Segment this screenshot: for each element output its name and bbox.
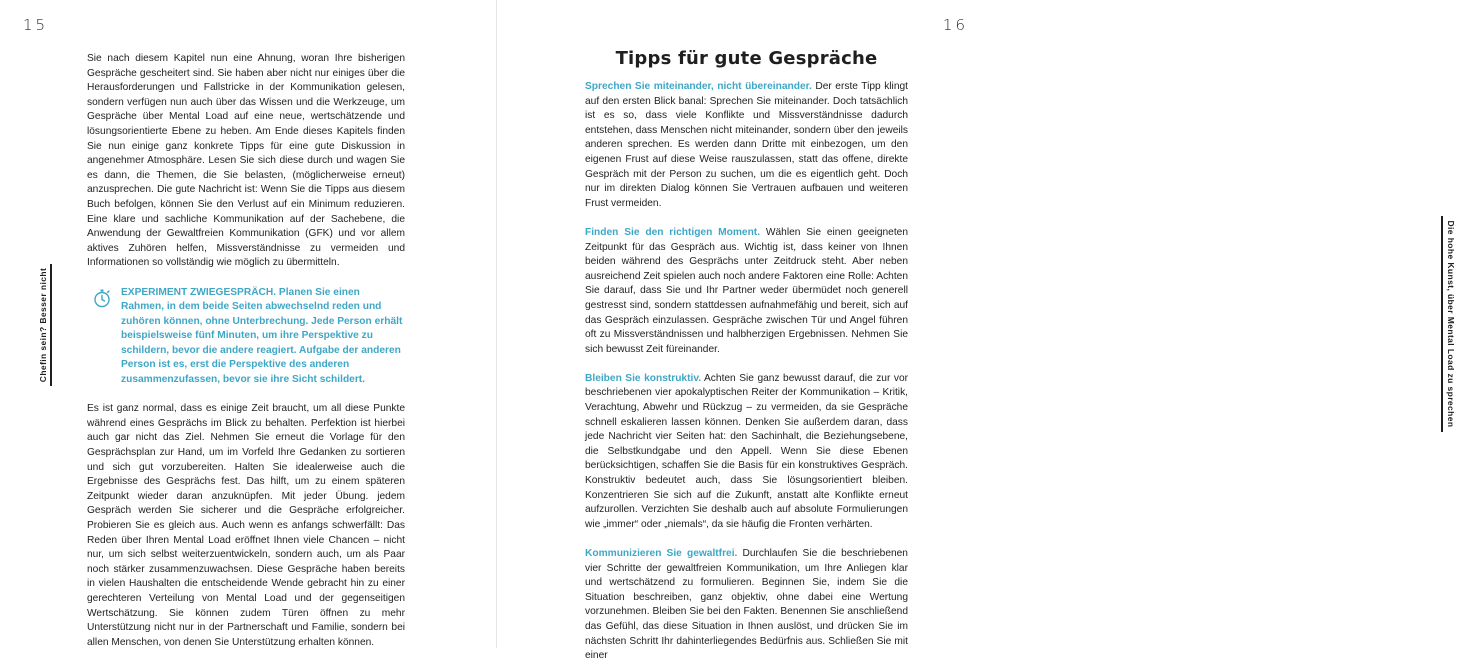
chapter-tab-bar: [50, 264, 52, 386]
left-body-column: [87, 52, 405, 650]
tip-paragraph: [585, 547, 908, 664]
experiment-heading: EXPERIMENT ZWIEGESPRÄCH.: [121, 286, 279, 298]
chapter-tab-right: [1441, 216, 1461, 432]
left-page: [0, 0, 497, 648]
tip-lead: Bleiben Sie konstruktiv.: [585, 372, 702, 384]
tip-paragraph: [585, 372, 908, 533]
body-paragraph: Es ist ganz normal, dass es einige Zeit braucht, um all diese Punkte während eines Gesprächs im Blick zu behalten. Perfektion ist hierbei auch gar nicht das Ziel. Nehmen Sie erneut die Vorlage für den Gesprächsplan zur Hand, um im Vorfeld Ihre Gedanken zu sortieren und sich gut vorzubereiten. Halten Sie idealerweise auch die Ergebnisse des Gesprächs fest. Das hilft, um zu einem späteren Zeitpunkt wieder daran anzuknüpfen. Mit jeder Übung. jedem Gespräch werden Sie sicherer und die Gespräche erfolgreicher. Probieren Sie es gleich aus. Auch wenn es anfangs schwerfällt: Das Reden über Ihren Mental Load eröffnet Ihnen viele Chancen – nicht nur, um sich selbst weiterzuentwickeln, sondern auch, um als Paar noch stärker zusammenzuwachsen. Diese Gespräche haben bereits in vielen Haushalten die entscheidende Wende gebracht hin zu einer gerechteren Verteilung von Mental Load und der gegenseitigen Wertschätzung. Sie können zudem Türen öffnen zu mehr Unterstützung nicht nur in der Partnerschaft und Familie, sondern bei allen Menschen, von denen Sie Unterstützung erhalten können.: [87, 403, 405, 648]
experiment-box: [87, 286, 405, 388]
tip-lead: Sprechen Sie miteinander, nicht übereinander.: [585, 81, 812, 92]
tip-text: Wählen Sie einen geeigneten Zeitpunkt für das Gespräch aus. Wichtig ist, dass keiner von Ihnen beiden während des Gesprächs unter Zeitdruck steht. Aber neben ausreichend Zeit spielen auch noch andere Faktoren eine Rolle: Achten Sie darauf, dass Sie und Ihr Partner weder übermüdet noch generell gestresst sind, sondern stattdessen aufnahmefähig und bereit, sich auf das Gespräch einzulassen. Gespräche zwischen Tür und Angel führen oft zu Missverständnissen und halbherzigen Ergebnissen. Nehmen Sie sich bewusst Zeit füreinander.: [585, 226, 909, 355]
page-number-right: 16: [942, 16, 968, 34]
section-title: Tipps für gute Gespräche: [615, 48, 878, 69]
right-body-column: [585, 80, 908, 664]
tip-paragraph: [585, 226, 908, 357]
chapter-tab-label: Chefin sein? Besser nicht: [38, 267, 48, 383]
tip-text: Durchlaufen Sie die beschriebenen vier Schritte der gewaltfreien Kommunikation, um Ihre Anliegen klar und wertschätzend zu formulieren. Beginnen Sie, indem Sie die Situation beschreiben, ganz objektiv, ohne dabei eine Wertung vorzunehmen. Bleiben Sie bei den Fakten. Benennen Sie anschließend das Gefühl, das diese Situation in Ihnen auslöst, und drücken Sie im nächsten Schritt Ihr dahinterliegendes Bedürfnis aus. Schließen Sie mit einer: [585, 548, 908, 662]
body-paragraph: Sie nach diesem Kapitel nun eine Ahnung, woran Ihre bisherigen Gespräche gescheitert sind. Sie haben aber nicht nur einiges über die Herausforderungen und Fallstricke in der Kommunikation gelesen, sondern verfügen nun auch über das Wissen und die Werkzeuge, um Gespräche über Mental Load auf eine neue, wertschätzende und lösungsorientierte Ebene zu heben. Am Ende dieses Kapitels finden Sie nun einige ganz konkrete Tipps für eine gute Diskussion in angenehmer Atmosphäre. Lesen Sie sich diese durch und wagen Sie es dann, die Themen, die Sie belasten, (möglicherweise erneut) anzusprechen. Die gute Nachricht ist: Wenn Sie die Tipps aus diesem Buch befolgen, können Sie den Verlust auf ein Minimum reduzieren. Eine klare und sachliche Kommunikation auf der Sachebene, die Anwendung der Gewaltfreien Kommunikation (GFK) und vor allem aktives Zuhören helfen, Missverständnisse zu vermeiden und Informationen so vollständig wie möglich zu übermitteln.: [87, 53, 405, 269]
stopwatch-icon: [93, 288, 111, 308]
tip-text: Der erste Tipp klingt auf den ersten Blick banal: Sprechen Sie miteinander. Doch tatsächlich ist es so, dass viele Konflikte und Missverständnisse dadurch entstehen, dass Menschen nicht miteinander, sondern über den jeweils anderen sprechen. Es werden dann Dritte mit einbezogen, um den eigenen Frust auf diese Weise rauszulassen, statt das offene, direkte Gespräch mit der Person zu suchen, um die es eigentlich geht. Doch nur im direkten Dialog können Sie Vertrauen aufbauen und weiteren Frust vermeiden.: [585, 81, 908, 209]
tip-lead: Kommunizieren Sie gewaltfrei.: [585, 548, 738, 559]
tip-text: Achten Sie ganz bewusst darauf, die zur vor beschriebenen vier apokalyptischen Reiter der Kommunikation – Kritik, Verachtung, Abwehr und Rückzug – zu vermeiden, da sie Gespräche schnell eskalieren lassen können. Denken Sie außerdem daran, dass jede Nachricht vier Seiten hat: den Sachinhalt, die Beziehungsebene, die Selbstkundgabe und den Appell. Wenn Sie diese Ebenen berücksichtigen, schaffen Sie die Basis für ein konstruktives Gespräch. Konstruktiv bedeutet auch, dass Sie lösungsorientiert bleiben. Konzentrieren Sie sich auf die Zukunft, anstatt alte Konflikte erneut aufzurollen. Verzichten Sie deshalb auch auf absolute Formulierungen wie „immer“ oder „niemals“, da sie häufig die Fronten verhärten.: [585, 372, 909, 530]
page-number-left: 15: [23, 16, 49, 34]
chapter-tab-left: [33, 264, 53, 386]
chapter-tab-label: Die hohe Kunst, über Mental Load zu sprechen: [1446, 220, 1456, 428]
experiment-text: Planen Sie einen Rahmen, in dem beide Seiten abwechselnd reden und zuhören können, ohne Unterbrechung. Jede Person erhält beispielsweise fünf Minuten, um ihre Perspektive zu schildern, bevor die andere reagiert. Aufgabe der anderen Person ist es, erst die Perspektive des anderen zusammenzufassen, bevor sie ihre Sicht schildert.: [121, 286, 403, 386]
chapter-tab-bar: [1441, 216, 1443, 432]
tip-paragraph: [585, 80, 908, 211]
tip-lead: Finden Sie den richtigen Moment.: [585, 226, 761, 238]
